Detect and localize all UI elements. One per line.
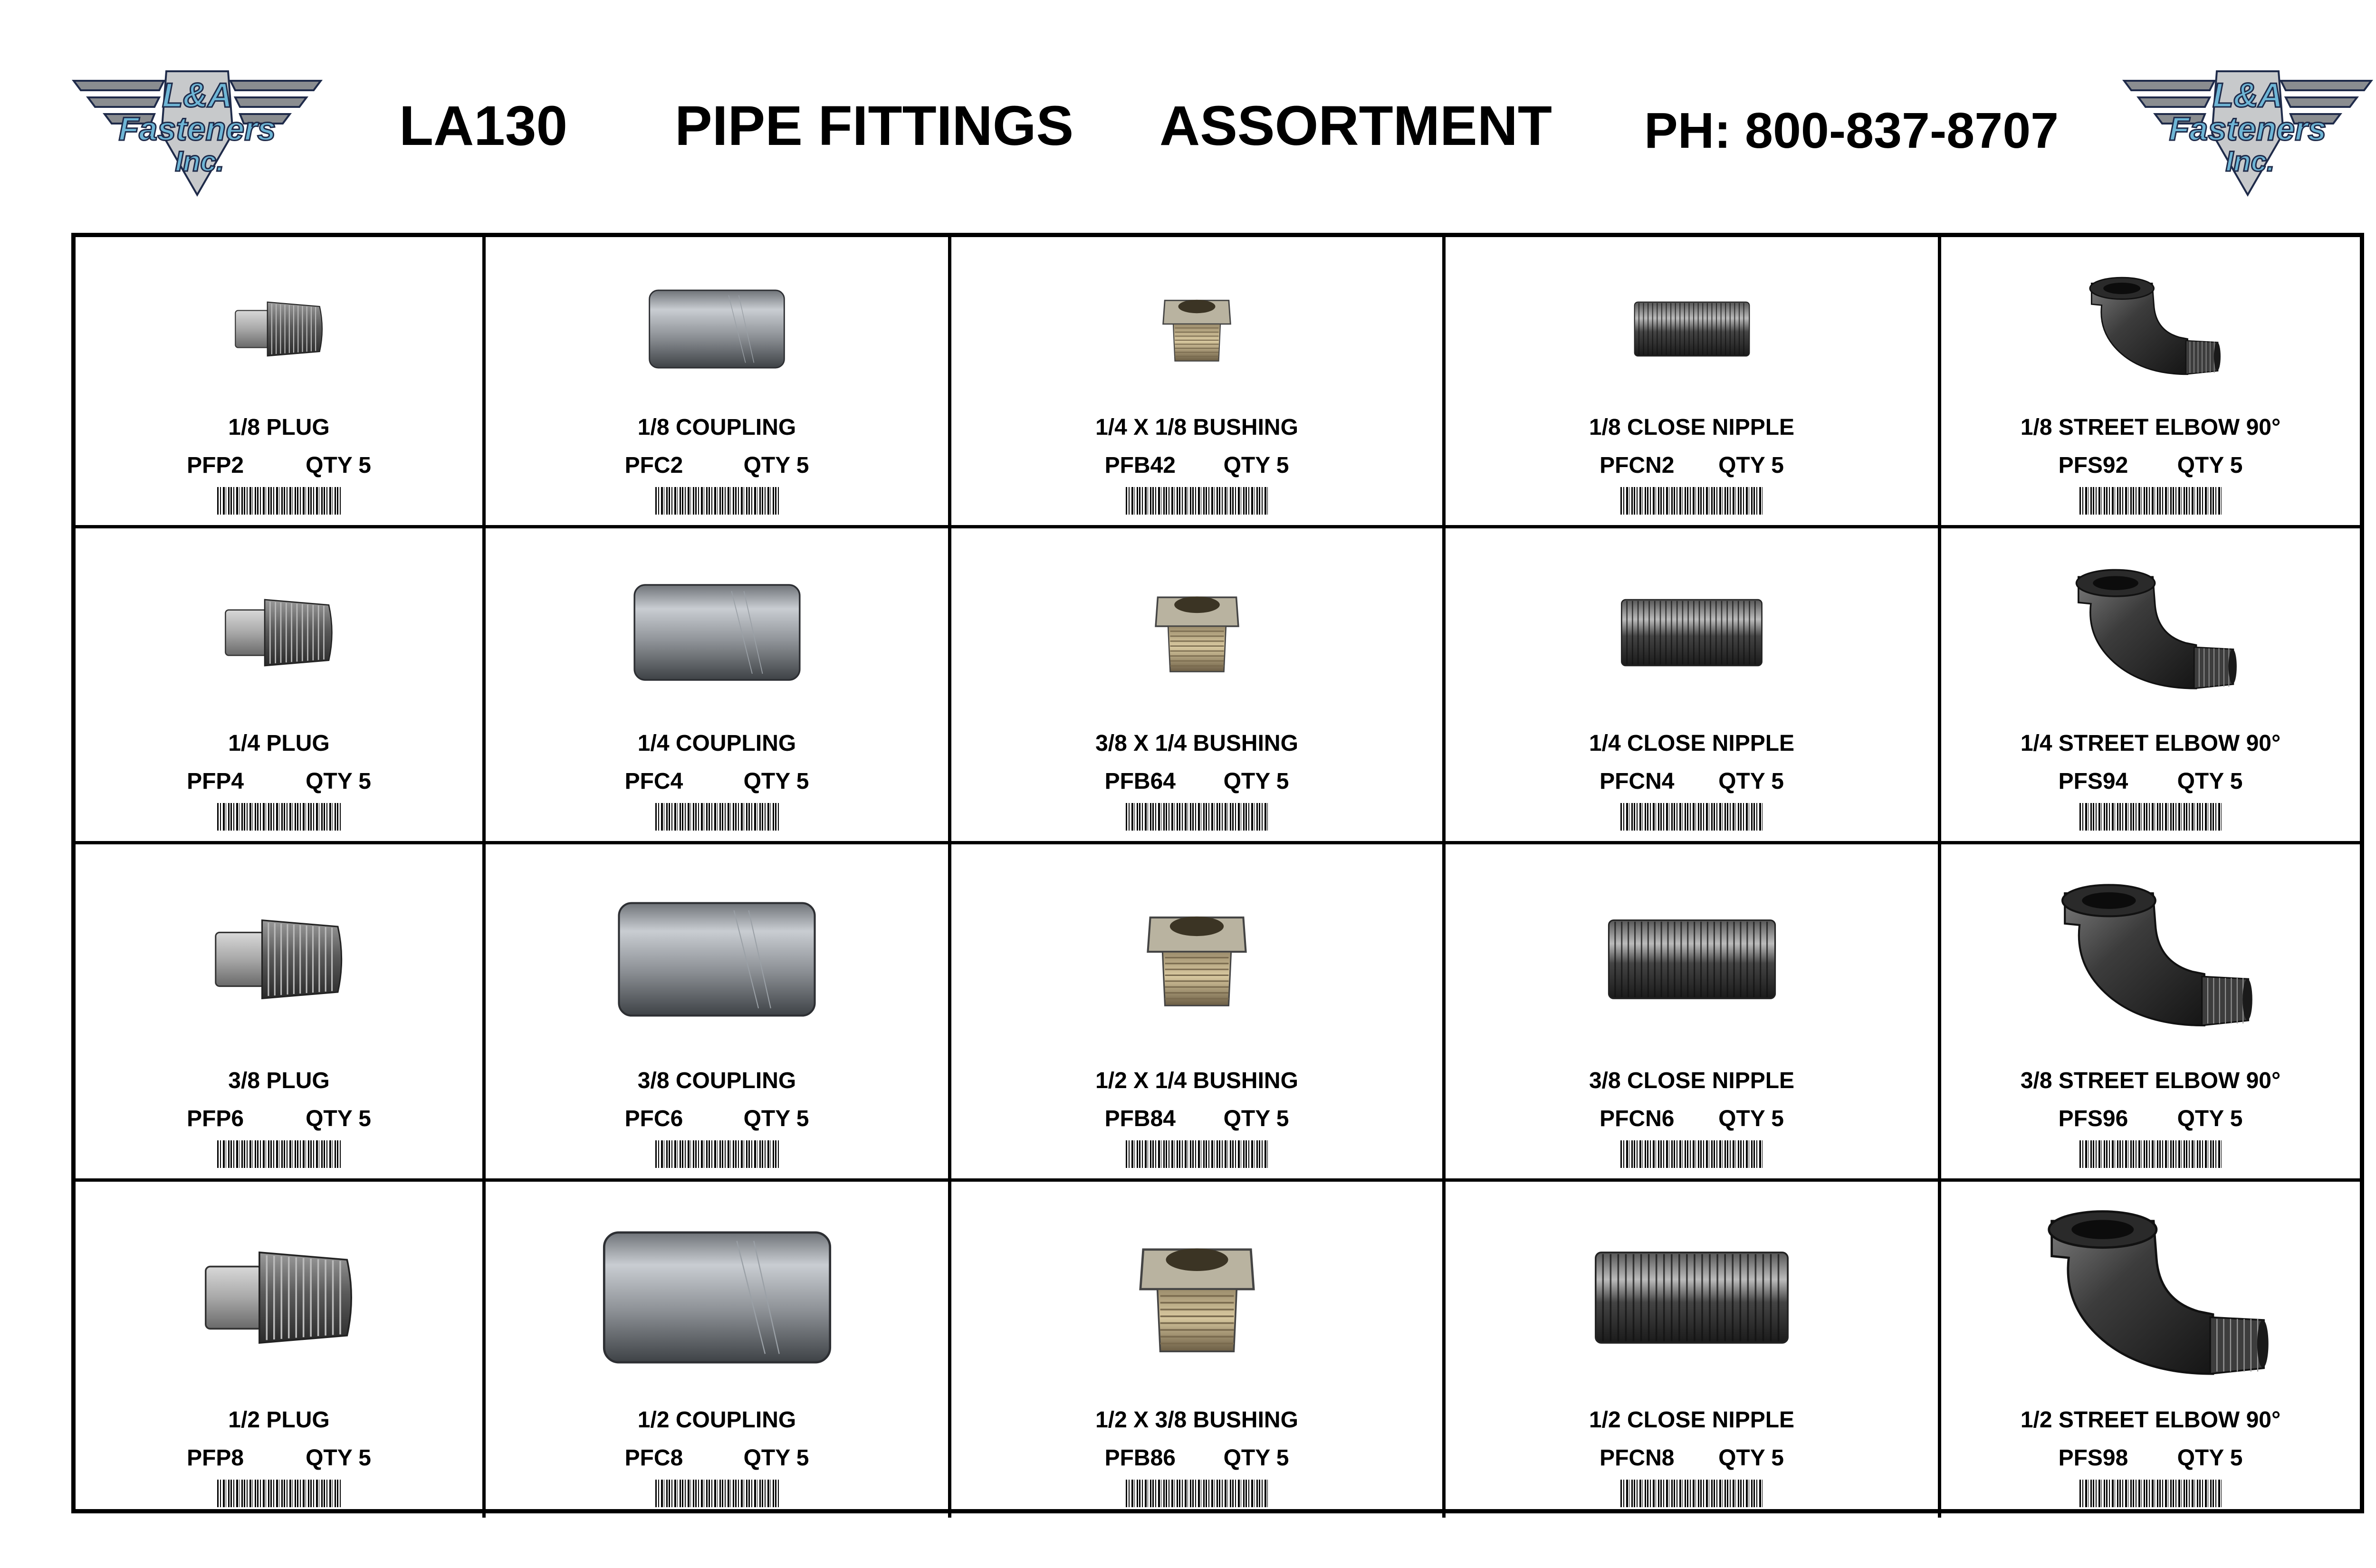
plug-icon [76, 256, 482, 402]
part-sku: PFS98 [2058, 1445, 2128, 1471]
part-cell [76, 1182, 486, 1518]
la-fasteners-logo-right [2119, 62, 2376, 200]
part-name: 1/2 STREET ELBOW 90° [2020, 1407, 2281, 1433]
part-name: 1/4 X 1/8 BUSHING [1095, 415, 1298, 440]
part-qty: QTY 5 [743, 769, 809, 794]
part-sku: PFP2 [187, 453, 244, 478]
part-sku-qty [951, 1105, 1442, 1133]
barcode [1126, 487, 1268, 515]
part-cell [951, 528, 1446, 844]
street-elbow-icon [1941, 1201, 2360, 1394]
barcode [655, 487, 779, 515]
part-qty: QTY 5 [2177, 769, 2243, 794]
part-cell [76, 237, 486, 528]
part-name: 1/4 COUPLING [637, 731, 796, 756]
phone-number: PH: 800-837-8707 [1644, 103, 2059, 159]
part-qty: QTY 5 [743, 1445, 809, 1471]
barcode [2079, 487, 2222, 515]
part-qty: QTY 5 [1223, 453, 1289, 478]
part-qty: QTY 5 [1223, 769, 1289, 794]
part-cell [486, 844, 951, 1182]
part-sku: PFB84 [1104, 1106, 1176, 1131]
part-cell [486, 1182, 951, 1518]
la-fasteners-logo-left [69, 62, 326, 200]
part-sku-qty [1446, 451, 1938, 480]
barcode [1620, 1140, 1763, 1168]
part-sku-qty [486, 451, 948, 480]
part-cell [1941, 844, 2360, 1182]
barcode [1126, 803, 1268, 831]
part-qty: QTY 5 [743, 1106, 809, 1131]
part-name: 1/2 PLUG [228, 1407, 330, 1433]
part-qty: QTY 5 [306, 453, 371, 478]
part-sku: PFP4 [187, 769, 244, 794]
part-sku: PFS92 [2058, 453, 2128, 478]
nipple-icon [1446, 547, 1938, 717]
part-qty: QTY 5 [2177, 1106, 2243, 1131]
part-cell [951, 237, 1446, 528]
part-qty: QTY 5 [743, 453, 809, 478]
bushing-icon [951, 256, 1442, 402]
part-sku-qty [1446, 1444, 1938, 1472]
part-cell [76, 528, 486, 844]
coupling-icon [486, 1201, 948, 1394]
part-sku: PFC2 [624, 453, 683, 478]
part-sku: PFC6 [624, 1106, 683, 1131]
part-sku: PFB42 [1104, 453, 1176, 478]
plug-icon [76, 863, 482, 1055]
barcode [2079, 1480, 2222, 1507]
assortment-code: LA130 [399, 95, 568, 157]
part-cell [1446, 528, 1941, 844]
part-sku: PFP8 [187, 1445, 244, 1471]
part-sku: PFCN8 [1600, 1445, 1675, 1471]
la-fasteners-logo-icon [69, 62, 326, 200]
part-qty: QTY 5 [306, 1106, 371, 1131]
part-qty: QTY 5 [306, 769, 371, 794]
part-qty: QTY 5 [2177, 453, 2243, 478]
parts-grid [71, 233, 2364, 1513]
coupling-icon [486, 256, 948, 402]
part-sku-qty [1941, 1444, 2360, 1472]
part-sku: PFS94 [2058, 769, 2128, 794]
part-name: 3/8 STREET ELBOW 90° [2020, 1068, 2281, 1093]
part-sku-qty [76, 1444, 482, 1472]
nipple-icon [1446, 1201, 1938, 1394]
part-sku-qty [951, 1444, 1442, 1472]
part-qty: QTY 5 [306, 1445, 371, 1471]
part-name: 1/8 CLOSE NIPPLE [1589, 415, 1795, 440]
part-sku: PFB86 [1104, 1445, 1176, 1471]
barcode [1620, 1480, 1763, 1507]
plug-icon [76, 547, 482, 717]
part-sku-qty [76, 451, 482, 480]
title-assortment: ASSORTMENT [1159, 95, 1552, 157]
svg-text:L&A: L&A [162, 76, 232, 115]
part-sku: PFP6 [187, 1106, 244, 1131]
part-sku-qty [951, 767, 1442, 796]
bushing-icon [951, 863, 1442, 1055]
nipple-icon [1446, 256, 1938, 402]
part-name: 3/8 CLOSE NIPPLE [1589, 1068, 1795, 1093]
part-sku-qty [486, 767, 948, 796]
svg-text:Fasteners: Fasteners [118, 110, 276, 147]
part-qty: QTY 5 [1223, 1445, 1289, 1471]
part-cell [1941, 1182, 2360, 1518]
part-name: 1/2 X 1/4 BUSHING [1095, 1068, 1298, 1093]
part-cell [486, 237, 951, 528]
barcode [217, 803, 341, 831]
barcode [655, 1140, 779, 1168]
coupling-icon [486, 863, 948, 1055]
part-name: 1/8 COUPLING [637, 415, 796, 440]
barcode [655, 803, 779, 831]
title-pipe-fittings: PIPE FITTINGS [675, 95, 1074, 157]
part-name: 1/2 CLOSE NIPPLE [1589, 1407, 1795, 1433]
part-name: 1/4 STREET ELBOW 90° [2020, 731, 2281, 756]
coupling-icon [486, 547, 948, 717]
barcode [1620, 487, 1763, 515]
barcode [2079, 1140, 2222, 1168]
part-sku-qty [76, 1105, 482, 1133]
barcode [1126, 1480, 1268, 1507]
barcode [1620, 803, 1763, 831]
part-qty: QTY 5 [1718, 1445, 1784, 1471]
part-sku-qty [951, 451, 1442, 480]
part-cell [76, 844, 486, 1182]
part-name: 1/8 STREET ELBOW 90° [2020, 415, 2281, 440]
barcode [655, 1480, 779, 1507]
part-sku: PFCN4 [1600, 769, 1675, 794]
part-name: 1/4 PLUG [228, 731, 330, 756]
part-qty: QTY 5 [1718, 769, 1784, 794]
bushing-icon [951, 547, 1442, 717]
part-name: 1/8 PLUG [228, 415, 330, 440]
part-sku: PFC4 [624, 769, 683, 794]
part-name: 3/8 COUPLING [637, 1068, 796, 1093]
part-sku-qty [1941, 1105, 2360, 1133]
street-elbow-icon [1941, 256, 2360, 402]
part-cell [1941, 237, 2360, 528]
nipple-icon [1446, 863, 1938, 1055]
barcode [1126, 1140, 1268, 1168]
svg-text:Fasteners: Fasteners [2169, 110, 2327, 147]
part-sku: PFC8 [624, 1445, 683, 1471]
barcode [217, 1140, 341, 1168]
part-sku: PFB64 [1104, 769, 1176, 794]
part-cell [1446, 1182, 1941, 1518]
part-sku-qty [1446, 1105, 1938, 1133]
part-sku-qty [486, 1105, 948, 1133]
part-cell [1446, 237, 1941, 528]
part-sku-qty [76, 767, 482, 796]
plug-icon [76, 1201, 482, 1394]
part-name: 1/4 CLOSE NIPPLE [1589, 731, 1795, 756]
part-sku-qty [1446, 767, 1938, 796]
part-cell [1446, 844, 1941, 1182]
part-sku: PFS96 [2058, 1106, 2128, 1131]
barcode [217, 487, 341, 515]
part-name: 1/2 COUPLING [637, 1407, 796, 1433]
part-qty: QTY 5 [1718, 453, 1784, 478]
part-sku-qty [486, 1444, 948, 1472]
la-fasteners-logo-icon [2119, 62, 2376, 200]
part-name: 1/2 X 3/8 BUSHING [1095, 1407, 1298, 1433]
part-name: 3/8 PLUG [228, 1068, 330, 1093]
part-cell [951, 1182, 1446, 1518]
svg-text:Inc.: Inc. [175, 145, 224, 177]
svg-text:L&A: L&A [2213, 76, 2283, 115]
part-cell [951, 844, 1446, 1182]
part-cell [486, 528, 951, 844]
part-sku: PFCN2 [1600, 453, 1675, 478]
page-header [0, 0, 2376, 223]
svg-text:Inc.: Inc. [2225, 145, 2275, 177]
bushing-icon [951, 1201, 1442, 1394]
part-sku-qty [1941, 767, 2360, 796]
part-qty: QTY 5 [1223, 1106, 1289, 1131]
part-qty: QTY 5 [2177, 1445, 2243, 1471]
street-elbow-icon [1941, 547, 2360, 717]
street-elbow-icon [1941, 863, 2360, 1055]
barcode [217, 1480, 341, 1507]
barcode [2079, 803, 2222, 831]
part-cell [1941, 528, 2360, 844]
part-sku-qty [1941, 451, 2360, 480]
part-name: 3/8 X 1/4 BUSHING [1095, 731, 1298, 756]
part-sku: PFCN6 [1600, 1106, 1675, 1131]
part-qty: QTY 5 [1718, 1106, 1784, 1131]
